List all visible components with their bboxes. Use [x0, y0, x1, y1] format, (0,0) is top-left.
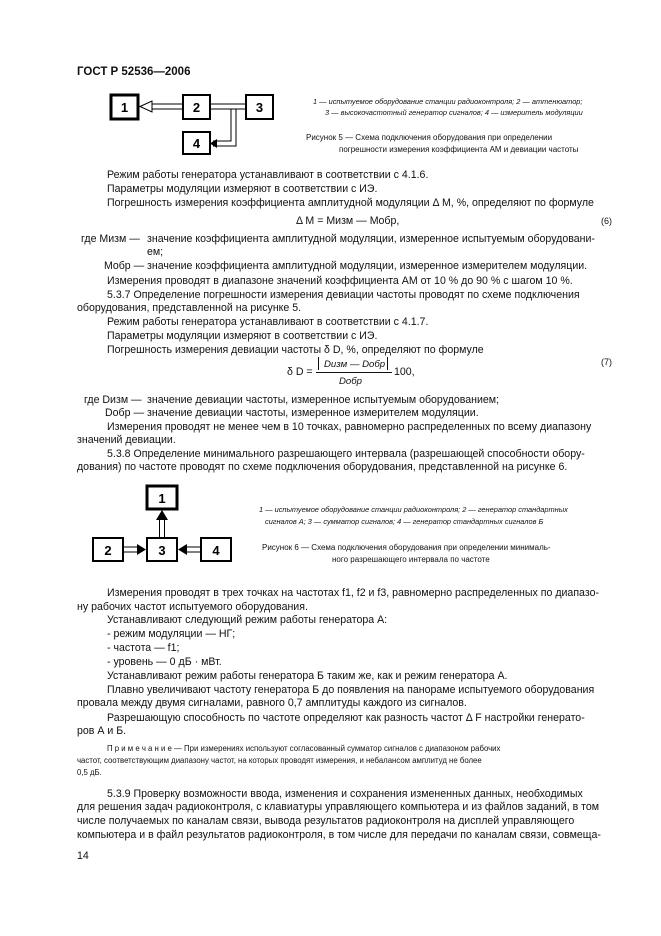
para-11: Устанавливают режим работы генератора Б таким же, как и режим генератора А. — [107, 670, 508, 682]
abs-bar-right — [387, 357, 388, 370]
para-4: Измерения проводят в диапазоне значений коэффициента АМ от 10 % до 90 % с шагом 10 %. — [107, 275, 573, 287]
fig6-legend-line-1: 1 — испытуемое оборудование станции радиоконтроля; 2 — генератор стандартных — [259, 505, 568, 514]
fig5-block-2-label: 2 — [192, 100, 201, 115]
para-13-line-2: ров А и Б. — [77, 725, 127, 737]
fig5-block-3-label: 3 — [255, 100, 264, 115]
fig6-legend-line-2: сигналов А; 3 — сумматор сигналов; 4 — генератор стандартных сигналов Б — [265, 517, 544, 526]
para-7: Погрешность измерения девиации частоты δ D, %, определяют по формуле — [107, 344, 484, 356]
where-7b-label: Dобр — — [105, 407, 145, 419]
para-9-line-1: Измерения проводят в трех точках на частотах f1, f2 и f3, равномерно распределенных по диапазо- — [107, 587, 599, 599]
where-6a-label: где Mизм — — [81, 233, 140, 245]
equation-7-number: (7) — [601, 357, 612, 367]
para-537-line-1: 5.3.7 Определение погрешности измерения девиации частоты проводят по схеме подключения — [107, 289, 580, 301]
document-header: ГОСТ Р 52536—2006 — [77, 66, 191, 78]
para-539-line-4: компьютера и в файл результатов радиоконтроля, в том числе для передачи по каналам связи, совмеща- — [77, 829, 601, 841]
equation-6: Δ М = Mизм — Mобр, — [296, 215, 400, 227]
para-539-line-1: 5.3.9 Проверку возможности ввода, изменения и сохранения измененных данных, необходимых — [107, 788, 583, 800]
where-7a: значение девиации частоты, измеренное испытуемым оборудованием; — [147, 394, 500, 406]
para-12-line-2: провала между двумя сигналами, равного 0,7 амплитуды каждого из сигналов. — [77, 697, 467, 709]
fig5-legend-line-2: 3 — высокочастотный генератор сигналов; 4 — измеритель модуляции — [325, 108, 583, 117]
para-12-line-1: Плавно увеличивают частоту генератора Б до появления на панораме испытуемого оборудования — [107, 684, 595, 696]
equation-6-number: (6) — [601, 216, 612, 226]
fig5-caption-line-2: погрешности измерения коэффициента АМ и девиации частоты — [339, 145, 579, 154]
fig6-block-3-label: 3 — [158, 543, 166, 558]
equation-7-denominator: Dобр — [339, 376, 362, 387]
para-538-line-2: дования) по частоте проводят по схеме подключения оборудования, представленной на рисунке 6. — [77, 461, 568, 473]
fig5-block-4-label: 4 — [192, 136, 201, 151]
fig6-block-2-label: 2 — [104, 543, 112, 558]
fig5-caption-line-1: Рисунок 5 — Схема подключения оборудования при определении — [306, 133, 553, 142]
para-5: Режим работы генератора устанавливают в соответствии с 4.1.7. — [107, 316, 429, 328]
para-9-line-2: ну рабочих частот испытуемого оборудования. — [77, 601, 308, 613]
list-item-3: - уровень — 0 дБ · мВт. — [107, 656, 222, 668]
fig5-legend-line-1: 1 — испытуемое оборудование станции радиоконтроля; 2 — аттенюатор; — [313, 97, 583, 106]
note-line-2: частот, соответствующим диапазону частот, на которых проводят измерения, и небалансом амплитуд не более — [77, 756, 482, 765]
para-10: Устанавливают следующий режим работы генератора А: — [107, 614, 388, 626]
fraction-bar — [316, 372, 392, 373]
fig6-caption-line-1: Рисунок 6 — Схема подключения оборудования при определении минималь- — [262, 543, 551, 552]
where-6b-label: Mобр — — [104, 260, 145, 272]
page-number: 14 — [77, 850, 89, 862]
equation-7-numerator: Dизм — Dобр — [324, 359, 386, 370]
para-6: Параметры модуляции измеряют в соответствии с ИЭ. — [107, 330, 378, 342]
para-538-line-1: 5.3.8 Определение минимального разрешающего интервала (разрешающей способности обору- — [107, 448, 585, 460]
para-2: Параметры модуляции измеряют в соответствии с ИЭ. — [107, 183, 378, 195]
figure-5-diagram — [100, 88, 290, 168]
para-13-line-1: Разрешающую способность по частоте определяют как разность частот Δ F настройки генерато- — [107, 712, 585, 724]
equation-7-lhs: δ D = — [287, 366, 313, 378]
fig6-caption-line-2: ного разрешающего интервала по частоте — [332, 555, 490, 564]
equation-7-tail: 100, — [394, 366, 415, 378]
list-item-2: - частота — f1; — [107, 642, 180, 654]
where-6a-line-2: ем; — [147, 246, 164, 258]
para-3: Погрешность измерения коэффициента амплитудной модуляции Δ М, %, определяют по формуле — [107, 197, 594, 209]
abs-bar-left — [318, 357, 319, 370]
where-7b: значение девиации частоты, измеренное измерителем модуляции. — [147, 407, 479, 419]
para-8-line-1: Измерения проводят не менее чем в 10 точках, равномерно распределенных по всему диапазону — [107, 421, 592, 433]
para-539-line-3: числе получаемых по каналам связи, вывода результатов радиоконтроля на дисплей управляющего — [77, 815, 575, 827]
figure-6-diagram — [85, 480, 245, 570]
para-8-line-2: значений девиации. — [77, 434, 176, 446]
where-6a-line-1: значение коэффициента амплитудной модуляции, измеренное испытуемым оборудовани- — [147, 233, 595, 245]
note-line-3: 0,5 дБ. — [77, 768, 102, 777]
list-item-1: - режим модуляции — НГ; — [107, 628, 236, 640]
note-line-1: П р и м е ч а н и е — При измерениях используют согласованный сумматор сигналов с диапазоном рабочих — [107, 744, 501, 753]
para-1: Режим работы генератора устанавливают в соответствии с 4.1.6. — [107, 169, 429, 181]
fig5-block-1-label: 1 — [120, 100, 129, 115]
fig6-block-1-label: 1 — [158, 491, 166, 506]
para-539-line-2: для решения задач радиоконтроля, с клавиатуры управляющего компьютера и из файлов заданий, в том — [77, 801, 600, 813]
where-7a-label: где Dизм — — [84, 394, 142, 406]
where-6b: значение коэффициента амплитудной модуляции, измеренное измерителем модуляции. — [147, 260, 588, 272]
para-537-line-2: оборудования, представленной на рисунке 5. — [77, 302, 302, 314]
fig6-block-4-label: 4 — [212, 543, 220, 558]
